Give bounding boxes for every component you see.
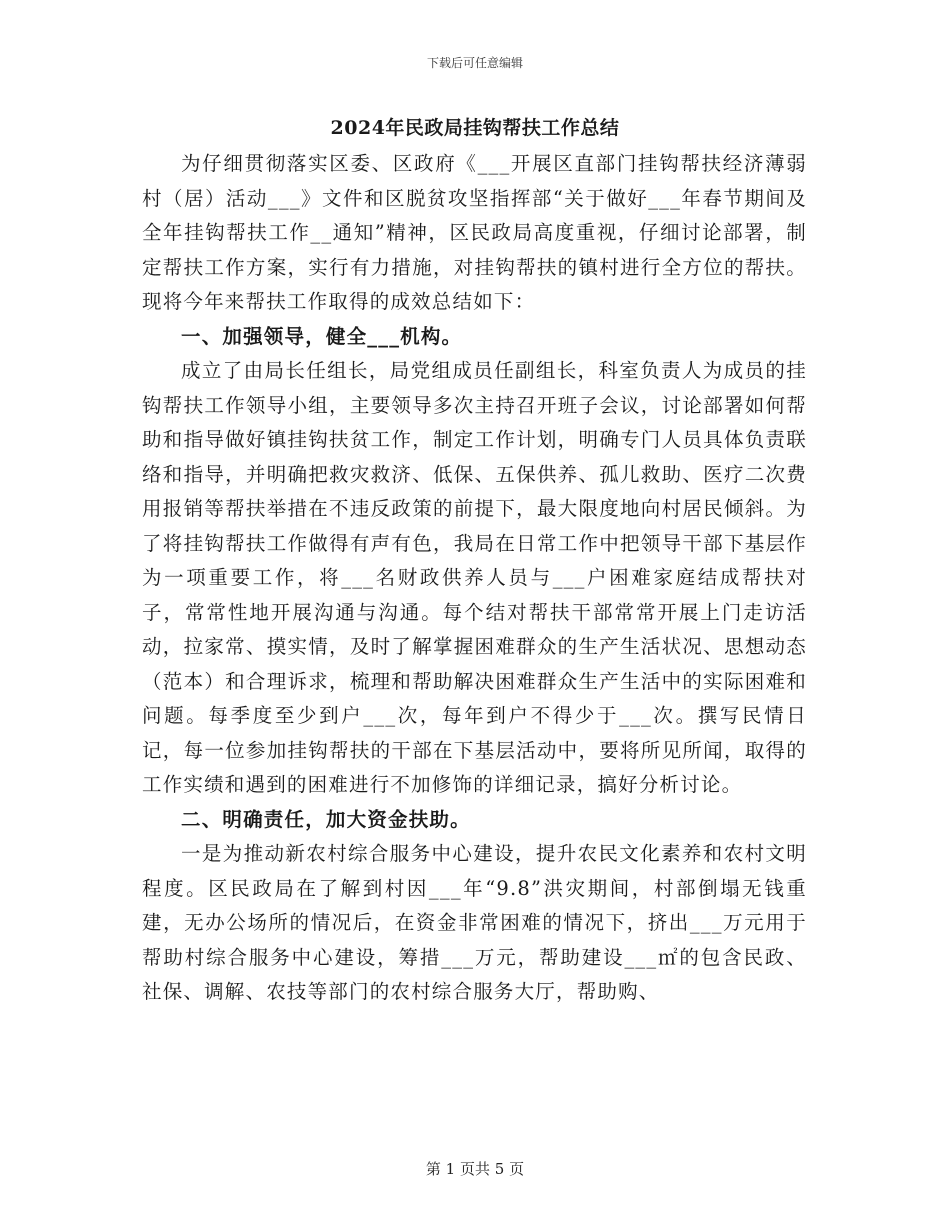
intro-paragraph: 为仔细贯彻落实区委、区政府《___开展区直部门挂钩帮扶经济薄弱村（居）活动___》文件和区脱贫攻坚指挥部“关于做好___年春节期间及全年挂钩帮扶工作__通知”精神，区民政局高度重视，仔细讨论部署，制定帮扶工作方案，实行有力措施，对挂钩帮扶的镇村进行全方位的帮扶。现将今年来帮扶工作取得的成效总结如下： (142, 152, 807, 313)
section-1-paragraph: 成立了由局长任组长，局党组成员任副组长，科室负责人为成员的挂钩帮扶工作领导小组，主要领导多次主持召开班子会议，讨论部署如何帮助和指导做好镇挂钩扶贫工作，制定工作计划，明确专门人员具体负责联络和指导，并明确把救灾救济、低保、五保供养、孤儿救助、医疗二次费用报销等帮扶举措在不违反政策的前提下，最大限度地向村居民倾斜。为了将挂钩帮扶工作做得有声有色，我局在日常工作中把领导干部下基层作为一项重要工作，将___名财政供养人员与___户困难家庭结成帮扶对子，常常性地开展沟通与沟通。每个结对帮扶干部常常开展上门走访活动，拉家常、摸实情，及时了解掌握困难群众的生产生活状况、思想动态（范本）和合理诉求，梳理和帮助解决困难群众生产生活中的实际困难和问题。每季度至少到户___次，每年到户不得少于___次。撰写民情日记，每一位参加挂钩帮扶的干部在下基层活动中，要将所见所闻，取得的工作实绩和遇到的困难进行不加修饰的详细记录，搞好分析讨论。 (142, 359, 807, 796)
section-2-paragraph: 一是为推动新农村综合服务中心建设，提升农民文化素养和农村文明程度。区民政局在了解到村因___年“9.8”洪灾期间，村部倒塌无钱重建，无办公场所的情况后，在资金非常困难的情况下，挤出___万元用于帮助村综合服务中心建设，筹措___万元，帮助建设___㎡的包含民政、社保、调解、农技等部门的农村综合服务大厅，帮助购、 (142, 842, 807, 1003)
page-footer: 第 1 页共 5 页 (425, 1160, 525, 1178)
section-heading-1: 一、加强领导，健全___机构。 (181, 324, 463, 348)
document-title: 2024年民政局挂钩帮扶工作总结 (330, 117, 620, 139)
section-heading-2: 二、明确责任，加大资金扶助。 (181, 807, 471, 831)
document-body (142, 147, 807, 1010)
header-note: 下载后可任意编辑 (426, 56, 523, 70)
